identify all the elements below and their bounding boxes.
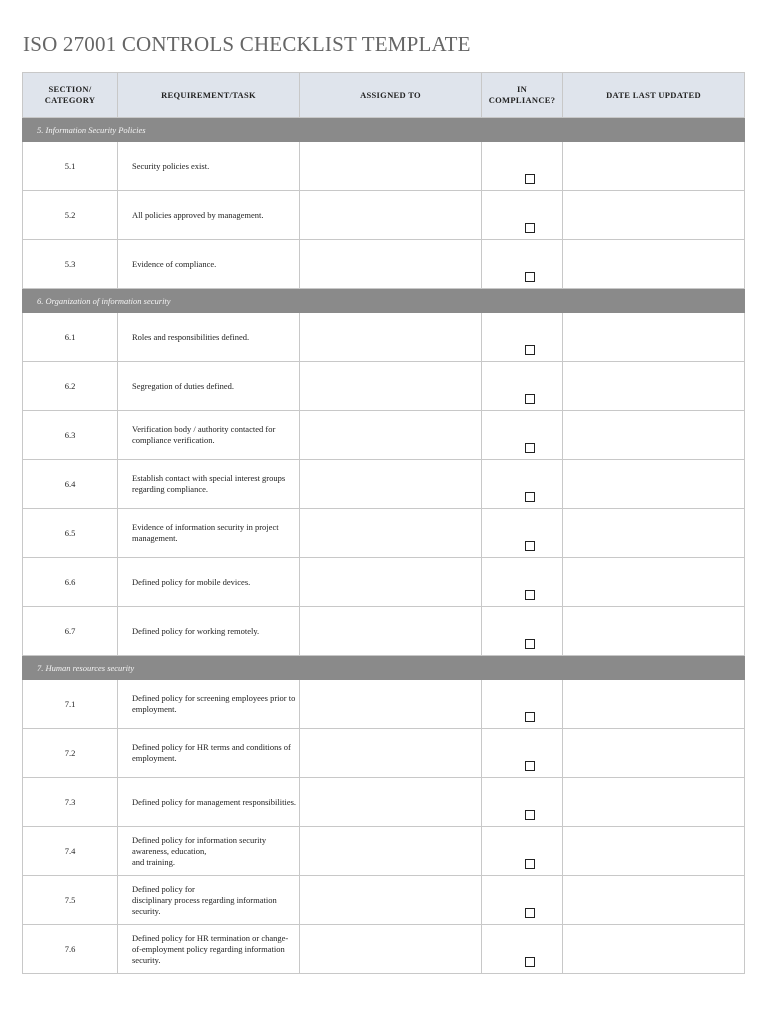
compliance-checkbox[interactable] [525, 590, 535, 600]
assigned-to-cell[interactable] [300, 460, 482, 509]
assigned-to-cell[interactable] [300, 607, 482, 656]
section-number: 6.4 [23, 460, 118, 509]
compliance-cell [482, 925, 563, 974]
table-row [23, 827, 745, 876]
compliance-cell [482, 558, 563, 607]
table-row [23, 509, 745, 558]
date-updated-cell[interactable] [563, 362, 745, 411]
section-number: 7.5 [23, 876, 118, 925]
requirement-text: Evidence of compliance. [118, 240, 300, 289]
compliance-checkbox[interactable] [525, 810, 535, 820]
table-row [23, 729, 745, 778]
compliance-cell [482, 362, 563, 411]
requirement-text: Roles and responsibilities defined. [118, 313, 300, 362]
section-number: 7.2 [23, 729, 118, 778]
compliance-checkbox[interactable] [525, 174, 535, 184]
table-header [23, 73, 745, 118]
col-header-section: SECTION/ CATEGORY [23, 73, 118, 118]
table-row [23, 680, 745, 729]
requirement-text: Defined policy for screening employees prior to employment. [118, 680, 300, 729]
requirement-text: Security policies exist. [118, 142, 300, 191]
compliance-cell [482, 411, 563, 460]
assigned-to-cell[interactable] [300, 191, 482, 240]
requirement-text: Defined policy for HR termination or change-of-employment policy regarding information security. [118, 925, 300, 974]
date-updated-cell[interactable] [563, 240, 745, 289]
col-header-requirement: REQUIREMENT/TASK [118, 73, 300, 118]
table-row [23, 411, 745, 460]
date-updated-cell[interactable] [563, 827, 745, 876]
assigned-to-cell[interactable] [300, 411, 482, 460]
date-updated-cell[interactable] [563, 876, 745, 925]
requirement-text: Evidence of information security in project management. [118, 509, 300, 558]
assigned-to-cell[interactable] [300, 778, 482, 827]
date-updated-cell[interactable] [563, 313, 745, 362]
assigned-to-cell[interactable] [300, 827, 482, 876]
requirement-text: Defined policy for mobile devices. [118, 558, 300, 607]
table-row [23, 240, 745, 289]
table-row [23, 558, 745, 607]
date-updated-cell[interactable] [563, 925, 745, 974]
compliance-cell [482, 313, 563, 362]
compliance-checkbox[interactable] [525, 345, 535, 355]
date-updated-cell[interactable] [563, 607, 745, 656]
compliance-checkbox[interactable] [525, 957, 535, 967]
compliance-cell [482, 876, 563, 925]
section-number: 7.3 [23, 778, 118, 827]
date-updated-cell[interactable] [563, 142, 745, 191]
table-row [23, 362, 745, 411]
compliance-checkbox[interactable] [525, 541, 535, 551]
table-row [23, 460, 745, 509]
compliance-checkbox[interactable] [525, 712, 535, 722]
date-updated-cell[interactable] [563, 509, 745, 558]
compliance-cell [482, 240, 563, 289]
compliance-cell [482, 778, 563, 827]
compliance-cell [482, 460, 563, 509]
compliance-cell [482, 607, 563, 656]
section-number: 5.1 [23, 142, 118, 191]
compliance-checkbox[interactable] [525, 908, 535, 918]
section-number: 7.1 [23, 680, 118, 729]
section-row [23, 118, 745, 142]
assigned-to-cell[interactable] [300, 509, 482, 558]
section-heading: 5. Information Security Policies [23, 118, 745, 142]
compliance-cell [482, 827, 563, 876]
compliance-checkbox[interactable] [525, 443, 535, 453]
page-title: ISO 27001 CONTROLS CHECKLIST TEMPLATE [23, 32, 471, 56]
section-number: 6.5 [23, 509, 118, 558]
table-row [23, 876, 745, 925]
requirement-text: All policies approved by management. [118, 191, 300, 240]
compliance-cell [482, 191, 563, 240]
assigned-to-cell[interactable] [300, 142, 482, 191]
date-updated-cell[interactable] [563, 460, 745, 509]
requirement-text: Verification body / authority contacted for compliance verification. [118, 411, 300, 460]
requirement-text: Segregation of duties defined. [118, 362, 300, 411]
assigned-to-cell[interactable] [300, 362, 482, 411]
section-heading: 7. Human resources security [23, 656, 745, 680]
compliance-checkbox[interactable] [525, 639, 535, 649]
requirement-text: Defined policy for information security awareness, education, and training. [118, 827, 300, 876]
compliance-cell [482, 729, 563, 778]
section-row [23, 289, 745, 313]
assigned-to-cell[interactable] [300, 240, 482, 289]
table-body [23, 118, 745, 974]
table-row [23, 313, 745, 362]
col-header-assigned: ASSIGNED TO [300, 73, 482, 118]
compliance-checkbox[interactable] [525, 272, 535, 282]
date-updated-cell[interactable] [563, 191, 745, 240]
section-number: 6.6 [23, 558, 118, 607]
table-row [23, 925, 745, 974]
compliance-cell [482, 680, 563, 729]
section-number: 7.4 [23, 827, 118, 876]
date-updated-cell[interactable] [563, 778, 745, 827]
col-header-compliance: IN COMPLIANCE? [482, 73, 563, 118]
requirement-text: Establish contact with special interest groups regarding compliance. [118, 460, 300, 509]
date-updated-cell[interactable] [563, 680, 745, 729]
compliance-checkbox[interactable] [525, 761, 535, 771]
assigned-to-cell[interactable] [300, 313, 482, 362]
requirement-text: Defined policy for HR terms and conditions of employment. [118, 729, 300, 778]
requirement-text: Defined policy for working remotely. [118, 607, 300, 656]
compliance-checkbox[interactable] [525, 492, 535, 502]
compliance-checkbox[interactable] [525, 394, 535, 404]
section-number: 6.1 [23, 313, 118, 362]
section-number: 6.3 [23, 411, 118, 460]
checklist-table [22, 72, 745, 974]
date-updated-cell[interactable] [563, 729, 745, 778]
table-row [23, 607, 745, 656]
section-number: 5.2 [23, 191, 118, 240]
table-row [23, 142, 745, 191]
compliance-cell [482, 142, 563, 191]
requirement-text: Defined policy for disciplinary process regarding information security. [118, 876, 300, 925]
date-updated-cell[interactable] [563, 558, 745, 607]
assigned-to-cell[interactable] [300, 680, 482, 729]
section-number: 6.7 [23, 607, 118, 656]
assigned-to-cell[interactable] [300, 558, 482, 607]
assigned-to-cell[interactable] [300, 925, 482, 974]
section-number: 5.3 [23, 240, 118, 289]
table-row [23, 778, 745, 827]
section-number: 6.2 [23, 362, 118, 411]
compliance-cell [482, 509, 563, 558]
date-updated-cell[interactable] [563, 411, 745, 460]
section-heading: 6. Organization of information security [23, 289, 745, 313]
col-header-date: DATE LAST UPDATED [563, 73, 745, 118]
assigned-to-cell[interactable] [300, 729, 482, 778]
section-number: 7.6 [23, 925, 118, 974]
requirement-text: Defined policy for management responsibilities. [118, 778, 300, 827]
assigned-to-cell[interactable] [300, 876, 482, 925]
compliance-checkbox[interactable] [525, 859, 535, 869]
section-row [23, 656, 745, 680]
compliance-checkbox[interactable] [525, 223, 535, 233]
table-row [23, 191, 745, 240]
